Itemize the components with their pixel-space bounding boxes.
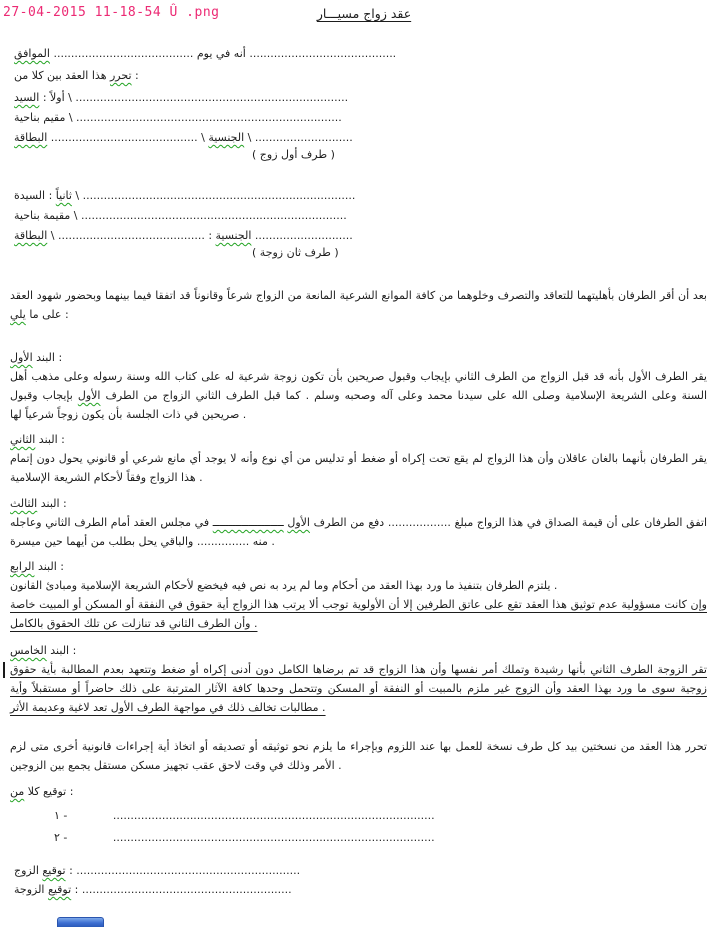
spellcheck-flagged-text: الجنسية xyxy=(215,229,252,242)
party2-residence-line xyxy=(14,208,409,223)
spellcheck-flagged-text: الأول xyxy=(287,516,310,529)
text-run: البند xyxy=(35,433,58,446)
text-run: تحرر هذا العقد من نسختين بيد كل طرف نسخة للعمل بها عند اللزوم وبإجراء ما يلزم نحو توثيقه أو تصديقه أو اتخاذ أية إجراءات قانونية أخرى متى لزم الأمر وذلك في وقت لاحق عقب تجهيز مسكن مستقل يجمع بين الزوجين . xyxy=(10,740,707,772)
text-run: : السيدة \ xyxy=(14,189,83,202)
spellcheck-flagged-text: الجنسية xyxy=(208,131,245,144)
text-run: \ xyxy=(197,131,209,144)
witness1-number: ١ - xyxy=(54,809,68,822)
text-run: تقر الزوجة الطرف الثاني بأنها رشيدة وتملك أمر نفسها وأن هذا الزواج قد تم برضاها الكامل دون أدنى إكراه أو ضغط وتتعهد بعدم المطالبة بأية حقوق زوجية سوى ما ورد بهذا العقد وأن الزوج غير ملزم بالمبيت أو النفقة أو المسكن وتتحمل وحدها كافة الآثار المترتبة على ذلك حاضراً أو مستقبلاً وأية مطالبات تخالف ذلك في مواجهة الطرف الأول تعد لاغية وعديمة الأثر . xyxy=(10,663,707,714)
text-run: \ xyxy=(244,131,255,144)
clause1-body xyxy=(10,367,707,424)
text-run: دفع من الطرف xyxy=(310,516,388,529)
clause3-body xyxy=(10,513,707,551)
clause2-heading xyxy=(10,432,65,447)
clause2-body xyxy=(10,449,707,487)
spellcheck-flagged-text: توقيع xyxy=(42,864,66,877)
spellcheck-flagged-text: من xyxy=(10,785,25,798)
text-run: \ xyxy=(64,91,76,104)
text-run: ........................................ xyxy=(49,47,194,60)
text-run: \ xyxy=(47,229,58,242)
text-run: يقر الطرفان بأنهما بالغان عاقلان وأن هذا الزواج لم يقع تحت إكراه أو ضغط أو تدليس من أي نوع وأنه لا يوجد أي مانع شرعي أو قانوني يحول دون إتمام هذا الزواج وفقاً لأحكام الشريعة الإسلامية . xyxy=(10,452,707,484)
text-run: اتفق الطرفان على أن قيمة الصداق في هذا الزواج مبلغ xyxy=(450,516,708,529)
closing-paragraph xyxy=(10,737,707,775)
text-run: : xyxy=(66,785,74,798)
document-title: عقد زواج مسيـــار xyxy=(316,6,412,21)
clause5-body-underlined xyxy=(10,660,707,717)
text-run: الزوجة : xyxy=(14,883,82,896)
text-run: البند xyxy=(32,351,55,364)
text-run: يقر الطرف الأول بأنه قد قبل الزواج من الطرف الثاني بإيجاب وقبول صريحين بأن تكون زوجة شرعية له على كتاب الله وسنة رسوله وعلى مذهب أهل السنة وعلى الشريعة الإسلامية وصلى الله على سيدنا محمد وعلى آله وصحبه وسلم . كما قبل الطرف الثاني الزواج من الطرف xyxy=(10,370,708,402)
witness1-signature-dots: ............................................................................................ xyxy=(112,809,435,822)
text-run: .......................................... xyxy=(57,229,205,242)
text-run: : xyxy=(204,229,216,242)
clause5-heading xyxy=(10,643,76,658)
text-run: : xyxy=(59,497,67,510)
text-run: : xyxy=(61,308,69,321)
text-run: البند xyxy=(34,560,57,573)
party2-name-line xyxy=(14,188,409,203)
spellcheck-flagged-text: الأول xyxy=(10,351,33,364)
party1-ids-line xyxy=(14,130,409,145)
text-run: بعد أن أقر الطرفان بأهليتهما للتعاقد والتصرف وخلوهما من كافة الموانع الشرعية المانعة من الزواج شرعاً وقانوناً قد اتفقا فيما بينهما وبحضور شهود العقد على ما xyxy=(10,289,707,321)
clause1-heading xyxy=(10,350,62,365)
text-run: مقيم بناحية \ xyxy=(14,111,77,124)
witness-line-2 xyxy=(54,830,435,845)
text-run: ............... xyxy=(196,535,250,548)
party2-ids-line xyxy=(14,228,409,243)
clause4-body-underlined xyxy=(10,595,707,633)
witness-line-1 xyxy=(54,808,435,823)
text-run: مقيمة بناحية \ xyxy=(14,209,81,222)
text-run: أولاً : xyxy=(39,91,65,104)
text-run: ................................................................ xyxy=(76,864,301,877)
text-run: ............................................................................ xyxy=(76,111,342,124)
text-run: الزوج : xyxy=(14,864,77,877)
clause4-body xyxy=(10,576,707,595)
text-run: وإن كانت مسؤولية عدم توثيق هذا العقد تقع على عاتق الطرفين إلا أن الأولوية توجب ألا يرتب هذا الزواج أية حقوق في النفقة أو المسكن أو المبيت خاصة وأن الطرف الثاني قد تنازلت عن تلك الحقوق بالكامل . xyxy=(10,598,707,630)
spellcheck-flagged-text: البطاقة xyxy=(14,131,48,144)
groom-signature-line xyxy=(14,863,300,878)
text-run: ............................................................................ xyxy=(80,209,347,222)
text-run: .......................................... xyxy=(50,131,198,144)
spellcheck-flagged-text: الثالث xyxy=(10,497,38,510)
text-run: ............................ xyxy=(254,131,353,144)
witness2-number: ٢ - xyxy=(54,831,68,844)
witness-signatures-heading xyxy=(10,784,73,799)
text-run: البند xyxy=(46,644,70,657)
text-run: : xyxy=(56,560,64,573)
preamble-paragraph xyxy=(10,286,707,324)
filename-label: 27-04-2015 11-18-54 Û .png xyxy=(3,5,220,20)
text-run: هذا العقد بين كلا من : xyxy=(14,69,139,82)
spellcheck-flagged-text: ــــــــــــــــــــــ xyxy=(212,516,284,529)
clause3-heading xyxy=(10,496,67,511)
party1-residence-line xyxy=(14,110,409,125)
spellcheck-flagged-text: الأول xyxy=(77,389,101,402)
text-run: البند xyxy=(37,497,60,510)
text-run: : xyxy=(69,644,77,657)
party2-role-tag: ( طرف ثان زوجة ) xyxy=(252,246,339,259)
date-line xyxy=(14,46,406,61)
spellcheck-flagged-text: الثاني xyxy=(10,433,36,446)
text-run: يلتزم الطرفان بتنفيذ ما ورد بهذا العقد من أحكام وما لم يرد به نص فيه فيخضع لأحكام الشريعة الإسلامية ومبادئ القانون . xyxy=(10,579,558,592)
spellcheck-flagged-text: الرابع xyxy=(10,560,35,573)
text-run: .................. xyxy=(387,516,451,529)
text-run: .............................................................................. xyxy=(82,189,356,202)
text-run: في مجلس العقد أمام الطرف الثاني وعاجله منه xyxy=(10,516,268,548)
party1-name-line xyxy=(14,90,409,105)
spellcheck-flagged-text: يلي xyxy=(10,308,26,321)
clause4-heading xyxy=(10,559,64,574)
spellcheck-flagged-text: الخامس xyxy=(10,644,47,657)
text-run: .......................................... xyxy=(245,47,397,60)
spellcheck-flagged-text: السيد xyxy=(14,91,40,104)
contract-intro-line xyxy=(14,68,139,83)
text-run: والباقي يحل بطلب من أيهما حين ميسرة . xyxy=(10,535,275,548)
text-run: ............................................................ xyxy=(81,883,292,896)
text-run: : xyxy=(57,433,65,446)
text-run: أنه في يوم xyxy=(193,47,246,60)
text-run: بإيجاب وقبول صريحين في ذات الجلسة بأن يكون زوجاً شرعياً لها . xyxy=(10,389,247,421)
witness2-signature-dots: ............................................................................................ xyxy=(112,831,435,844)
spellcheck-flagged-text: تحرر xyxy=(110,69,132,82)
text-cursor xyxy=(3,662,5,678)
spellcheck-flagged-text: ثانياً xyxy=(55,189,72,202)
text-run: .............................................................................. xyxy=(75,91,349,104)
taskbar-button-fragment[interactable] xyxy=(57,917,104,927)
party1-role-tag: ( طرف أول زوج ) xyxy=(252,148,335,161)
spellcheck-flagged-text: توقيع xyxy=(47,883,72,896)
spellcheck-flagged-text: الموافق xyxy=(14,47,50,60)
text-run: توقيع كلا xyxy=(24,785,67,798)
spellcheck-flagged-text: البطاقة xyxy=(14,229,48,242)
text-run: : xyxy=(54,351,63,364)
bride-signature-line xyxy=(14,882,292,897)
text-run: ............................ xyxy=(254,229,353,242)
